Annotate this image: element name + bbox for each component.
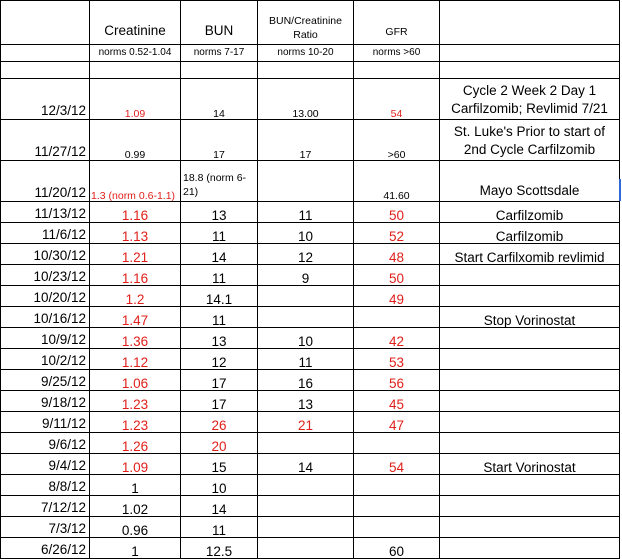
empty-cell[interactable] — [258, 62, 354, 79]
bun-cell[interactable]: 13 — [181, 328, 258, 349]
table-row — [1, 454, 620, 475]
date-cell[interactable]: 11/20/12 — [1, 161, 90, 202]
table-row — [1, 244, 620, 265]
bun-cell[interactable]: 17 — [181, 391, 258, 412]
ratio-cell[interactable]: 17 — [258, 120, 354, 161]
bun-cell[interactable]: 15 — [181, 454, 258, 475]
bun-cell[interactable]: 11 — [181, 517, 258, 538]
gfr-cell[interactable]: 48 — [354, 244, 440, 265]
blank-row — [1, 62, 620, 79]
creatinine-cell[interactable]: 1.21 — [90, 244, 181, 265]
gfr-cell[interactable] — [354, 517, 440, 538]
creatinine-cell[interactable]: 1.06 — [90, 370, 181, 391]
gfr-cell[interactable]: 42 — [354, 328, 440, 349]
table-row — [1, 517, 620, 538]
date-cell[interactable]: 10/9/12 — [1, 328, 90, 349]
ratio-cell[interactable]: 10 — [258, 223, 354, 244]
gfr-cell[interactable]: 56 — [354, 370, 440, 391]
ratio-cell[interactable] — [258, 307, 354, 328]
norms-row — [1, 45, 620, 62]
creatinine-cell[interactable]: 1.09 — [90, 454, 181, 475]
note-cell[interactable] — [440, 328, 620, 349]
ratio-cell[interactable] — [258, 433, 354, 454]
date-cell[interactable]: 8/8/12 — [1, 475, 90, 496]
creatinine-cell[interactable]: 1.16 — [90, 202, 181, 223]
table-row — [1, 433, 620, 454]
creatinine-cell[interactable]: 1.02 — [90, 496, 181, 517]
note-cell[interactable] — [440, 349, 620, 370]
date-cell[interactable]: 10/30/12 — [1, 244, 90, 265]
norms-gfr[interactable]: norms >60 — [354, 45, 440, 62]
table-row — [1, 265, 620, 286]
bun-cell[interactable]: 12 — [181, 349, 258, 370]
table-row — [1, 475, 620, 496]
date-cell[interactable]: 9/6/12 — [1, 433, 90, 454]
date-cell[interactable]: 10/2/12 — [1, 349, 90, 370]
gfr-cell[interactable]: 52 — [354, 223, 440, 244]
gfr-cell[interactable] — [354, 433, 440, 454]
header-cell-date[interactable] — [1, 1, 90, 45]
bun-cell[interactable]: 12.5 — [181, 538, 258, 559]
table-row — [1, 496, 620, 517]
ratio-cell[interactable]: 13 — [258, 391, 354, 412]
note-cell[interactable]: Start Vorinostat — [440, 454, 620, 475]
header-row — [1, 1, 620, 45]
ratio-cell[interactable]: 10 — [258, 328, 354, 349]
ratio-cell[interactable] — [258, 161, 354, 202]
norms-ratio[interactable]: norms 10-20 — [258, 45, 354, 62]
note-cell[interactable]: Stop Vorinostat — [440, 307, 620, 328]
note-cell[interactable] — [440, 265, 620, 286]
ratio-cell[interactable]: 21 — [258, 412, 354, 433]
gfr-cell[interactable]: 60 — [354, 538, 440, 559]
creatinine-cell[interactable]: 1.3 (norm 0.6-1.1) — [90, 161, 181, 202]
bun-cell[interactable]: 11 — [181, 307, 258, 328]
date-cell[interactable]: 10/16/12 — [1, 307, 90, 328]
date-cell[interactable]: 9/11/12 — [1, 412, 90, 433]
note-cell[interactable] — [440, 475, 620, 496]
date-cell[interactable]: 9/25/12 — [1, 370, 90, 391]
bun-cell[interactable]: 11 — [181, 265, 258, 286]
creatinine-cell[interactable]: 1.13 — [90, 223, 181, 244]
note-cell[interactable] — [440, 412, 620, 433]
date-cell[interactable]: 10/20/12 — [1, 286, 90, 307]
selection-edge-indicator — [619, 179, 621, 201]
table-row — [1, 120, 620, 161]
ratio-cell[interactable]: 14 — [258, 454, 354, 475]
gfr-cell[interactable]: 53 — [354, 349, 440, 370]
table-row — [1, 202, 620, 223]
gfr-cell[interactable]: 54 — [354, 79, 440, 120]
gfr-cell[interactable] — [354, 475, 440, 496]
bun-cell[interactable]: 14 — [181, 244, 258, 265]
note-cell[interactable]: Carfilzomib — [440, 223, 620, 244]
ratio-cell[interactable]: 12 — [258, 244, 354, 265]
creatinine-cell[interactable]: 0.99 — [90, 120, 181, 161]
gfr-cell[interactable]: 50 — [354, 265, 440, 286]
bun-cell[interactable]: 14 — [181, 79, 258, 120]
gfr-cell[interactable]: 49 — [354, 286, 440, 307]
note-cell[interactable]: St. Luke's Prior to start of 2nd Cycle Carfilzomib — [440, 120, 620, 161]
creatinine-cell[interactable]: 1.26 — [90, 433, 181, 454]
note-cell[interactable] — [440, 391, 620, 412]
ratio-cell[interactable] — [258, 475, 354, 496]
note-cell[interactable]: Mayo Scottsdale — [440, 161, 620, 202]
header-gfr[interactable]: GFR — [354, 1, 440, 45]
date-cell[interactable]: 11/13/12 — [1, 202, 90, 223]
ratio-cell[interactable] — [258, 517, 354, 538]
norms-bun[interactable]: norms 7-17 — [181, 45, 258, 62]
note-cell[interactable]: Carfilzomib — [440, 202, 620, 223]
table-row — [1, 307, 620, 328]
note-cell[interactable] — [440, 433, 620, 454]
date-cell[interactable]: 7/12/12 — [1, 496, 90, 517]
creatinine-cell[interactable]: 1.23 — [90, 391, 181, 412]
creatinine-cell[interactable]: 1.36 — [90, 328, 181, 349]
bun-cell[interactable]: 20 — [181, 433, 258, 454]
table-row — [1, 79, 620, 120]
gfr-cell[interactable]: 45 — [354, 391, 440, 412]
norms-creatinine[interactable]: norms 0.52-1.04 — [90, 45, 181, 62]
bun-cell[interactable]: 18.8 (norm 6-21) — [181, 161, 258, 202]
gfr-cell[interactable]: 41.60 — [354, 161, 440, 202]
note-cell[interactable]: Start Carfilxomib revlimid — [440, 244, 620, 265]
note-cell[interactable] — [440, 517, 620, 538]
header-bun[interactable]: BUN — [181, 1, 258, 45]
creatinine-cell[interactable]: 1.09 — [90, 79, 181, 120]
note-cell[interactable]: Cycle 2 Week 2 Day 1 Carfilzomib; Revlimid 7/21 — [440, 79, 620, 120]
creatinine-cell[interactable]: 1.23 — [90, 412, 181, 433]
bun-cell[interactable]: 14.1 — [181, 286, 258, 307]
note-cell[interactable] — [440, 538, 620, 559]
header-ratio[interactable]: BUN/Creatinine Ratio — [258, 1, 354, 45]
empty-cell[interactable] — [181, 62, 258, 79]
header-cell-note[interactable] — [440, 1, 620, 45]
table-row — [1, 286, 620, 307]
gfr-cell[interactable]: >60 — [354, 120, 440, 161]
creatinine-cell[interactable]: 1 — [90, 538, 181, 559]
ratio-cell[interactable]: 11 — [258, 349, 354, 370]
date-cell[interactable]: 9/4/12 — [1, 454, 90, 475]
table-row — [1, 328, 620, 349]
empty-cell[interactable] — [90, 62, 181, 79]
bun-cell[interactable]: 17 — [181, 120, 258, 161]
creatinine-cell[interactable]: 1.12 — [90, 349, 181, 370]
ratio-cell[interactable]: 11 — [258, 202, 354, 223]
ratio-cell[interactable] — [258, 286, 354, 307]
ratio-cell[interactable] — [258, 538, 354, 559]
date-cell[interactable]: 12/3/12 — [1, 79, 90, 120]
date-cell[interactable]: 11/27/12 — [1, 120, 90, 161]
creatinine-cell[interactable]: 1.16 — [90, 265, 181, 286]
gfr-cell[interactable]: 54 — [354, 454, 440, 475]
creatinine-cell[interactable]: 0.96 — [90, 517, 181, 538]
empty-cell[interactable] — [354, 62, 440, 79]
bun-cell[interactable]: 11 — [181, 223, 258, 244]
norms-cell-note[interactable] — [440, 45, 620, 62]
note-cell[interactable] — [440, 370, 620, 391]
note-cell[interactable] — [440, 496, 620, 517]
bun-cell[interactable]: 26 — [181, 412, 258, 433]
table-row — [1, 538, 620, 559]
date-cell[interactable]: 6/26/12 — [1, 538, 90, 559]
table-row — [1, 349, 620, 370]
bun-cell[interactable]: 14 — [181, 496, 258, 517]
gfr-cell[interactable]: 50 — [354, 202, 440, 223]
gfr-cell[interactable]: 47 — [354, 412, 440, 433]
table-row — [1, 391, 620, 412]
ratio-cell[interactable]: 16 — [258, 370, 354, 391]
ratio-cell[interactable]: 13.00 — [258, 79, 354, 120]
table-row — [1, 412, 620, 433]
norms-cell-date[interactable] — [1, 45, 90, 62]
note-cell[interactable] — [440, 286, 620, 307]
table-row — [1, 370, 620, 391]
creatinine-cell[interactable]: 1.47 — [90, 307, 181, 328]
gfr-cell[interactable] — [354, 307, 440, 328]
table-row — [1, 223, 620, 244]
bun-cell[interactable]: 10 — [181, 475, 258, 496]
date-cell[interactable]: 9/18/12 — [1, 391, 90, 412]
header-creatinine[interactable]: Creatinine — [90, 1, 181, 45]
table-row — [1, 161, 620, 202]
empty-cell[interactable] — [440, 62, 620, 79]
empty-cell[interactable] — [1, 62, 90, 79]
ratio-cell[interactable]: 9 — [258, 265, 354, 286]
date-cell[interactable]: 11/6/12 — [1, 223, 90, 244]
creatinine-cell[interactable]: 1.2 — [90, 286, 181, 307]
gfr-cell[interactable] — [354, 496, 440, 517]
creatinine-cell[interactable]: 1 — [90, 475, 181, 496]
date-cell[interactable]: 7/3/12 — [1, 517, 90, 538]
bun-cell[interactable]: 13 — [181, 202, 258, 223]
date-cell[interactable]: 10/23/12 — [1, 265, 90, 286]
ratio-cell[interactable] — [258, 496, 354, 517]
bun-cell[interactable]: 17 — [181, 370, 258, 391]
